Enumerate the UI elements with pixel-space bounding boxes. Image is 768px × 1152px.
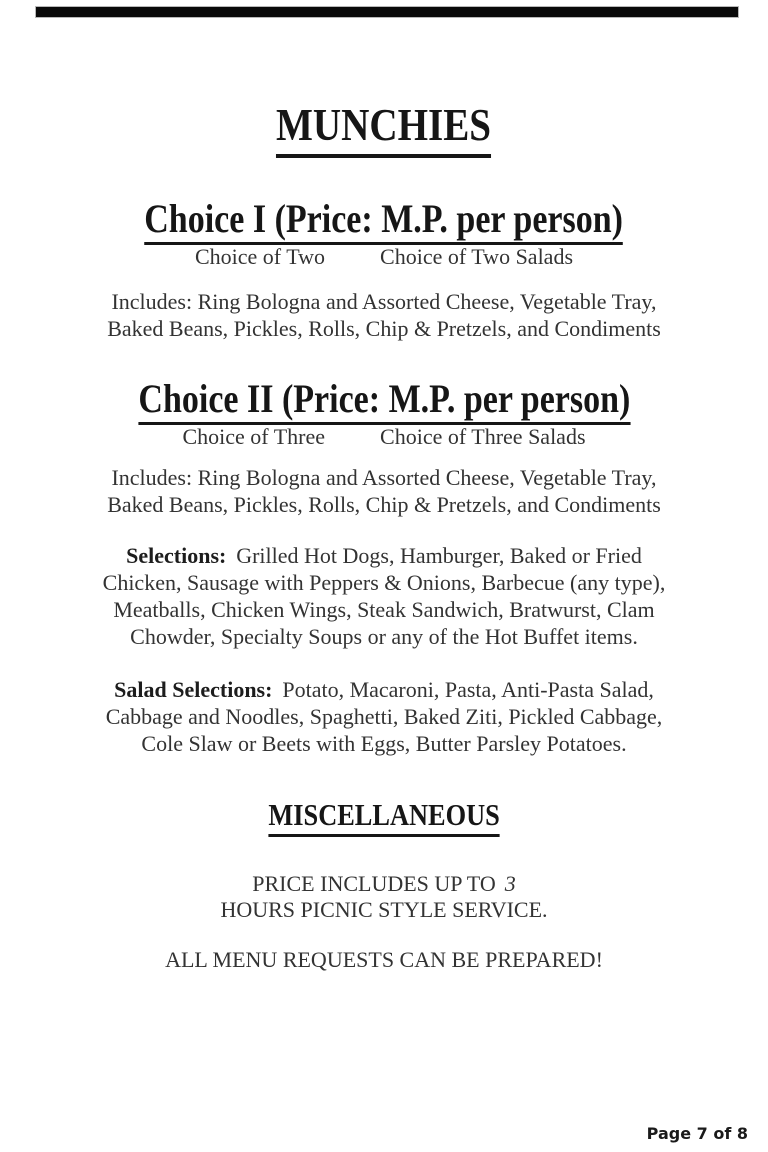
section-heading-choice-1 bbox=[0, 198, 768, 245]
choice-2-includes-line-2: Baked Beans, Pickles, Rolls, Chip & Pretzels, and Condiments bbox=[107, 492, 661, 517]
choice-2-heading-text: Choice II (Price: M.P. per person) bbox=[138, 378, 630, 425]
choice-1-option-left: Choice of Two bbox=[194, 244, 326, 269]
salad-selections-line-2: Cabbage and Noodles, Spaghetti, Baked Ziti, Pickled Cabbage, bbox=[105, 704, 663, 729]
price-info-line-1-text: PRICE INCLUDES UP TO bbox=[252, 871, 496, 896]
page-number: Page 7 of 8 bbox=[646, 1124, 748, 1143]
choice-1-options-row bbox=[0, 244, 768, 270]
top-divider-bar bbox=[36, 7, 738, 17]
section-heading-choice-2 bbox=[0, 378, 768, 425]
salad-selections-line-1 bbox=[0, 676, 768, 703]
choice-1-option-right: Choice of Two Salads bbox=[380, 244, 574, 269]
salad-selections-paragraph bbox=[0, 676, 768, 757]
price-info-line-1 bbox=[0, 871, 768, 897]
page-title bbox=[0, 100, 768, 158]
choice-1-includes-line-1: Includes: Ring Bologna and Assorted Cheese, Vegetable Tray, bbox=[111, 289, 657, 314]
page-title-text: MUNCHIES bbox=[276, 100, 491, 158]
choice-2-options-row bbox=[0, 424, 768, 450]
price-info-paragraph bbox=[0, 871, 768, 923]
choice-2-option-left: Choice of Three bbox=[182, 424, 326, 449]
price-hours-number: 3 bbox=[504, 871, 516, 896]
menu-requests-note: ALL MENU REQUESTS CAN BE PREPARED! bbox=[165, 947, 603, 972]
choice-1-includes-paragraph bbox=[0, 288, 768, 342]
selections-line-3: Meatballs, Chicken Wings, Steak Sandwich, Bratwurst, Clam bbox=[113, 597, 655, 622]
selections-line-1-text: Grilled Hot Dogs, Hamburger, Baked or Fried bbox=[236, 543, 642, 568]
price-info-line-2: HOURS PICNIC STYLE SERVICE. bbox=[220, 897, 548, 922]
selections-line-4: Chowder, Specialty Soups or any of the Hot Buffet items. bbox=[130, 624, 638, 649]
selections-line-2: Chicken, Sausage with Peppers & Onions, Barbecue (any type), bbox=[102, 570, 666, 595]
choice-2-option-right: Choice of Three Salads bbox=[380, 424, 586, 449]
choice-2-includes-line-1: Includes: Ring Bologna and Assorted Cheese, Vegetable Tray, bbox=[111, 465, 657, 490]
selections-paragraph bbox=[0, 542, 768, 650]
selections-line-1 bbox=[0, 542, 768, 569]
salad-selections-label: Salad Selections: bbox=[114, 677, 273, 702]
choice-1-includes-line-2: Baked Beans, Pickles, Rolls, Chip & Pretzels, and Condiments bbox=[107, 316, 661, 341]
salad-selections-line-3: Cole Slaw or Beets with Eggs, Butter Parsley Potatoes. bbox=[141, 731, 627, 756]
miscellaneous-heading-text: MISCELLANEOUS bbox=[268, 798, 499, 837]
selections-label: Selections: bbox=[126, 543, 227, 568]
choice-2-includes-paragraph bbox=[0, 464, 768, 518]
section-heading-miscellaneous bbox=[0, 798, 768, 837]
salad-selections-line-1-text: Potato, Macaroni, Pasta, Anti-Pasta Salad, bbox=[282, 677, 654, 702]
choice-1-heading-text: Choice I (Price: M.P. per person) bbox=[145, 198, 624, 245]
